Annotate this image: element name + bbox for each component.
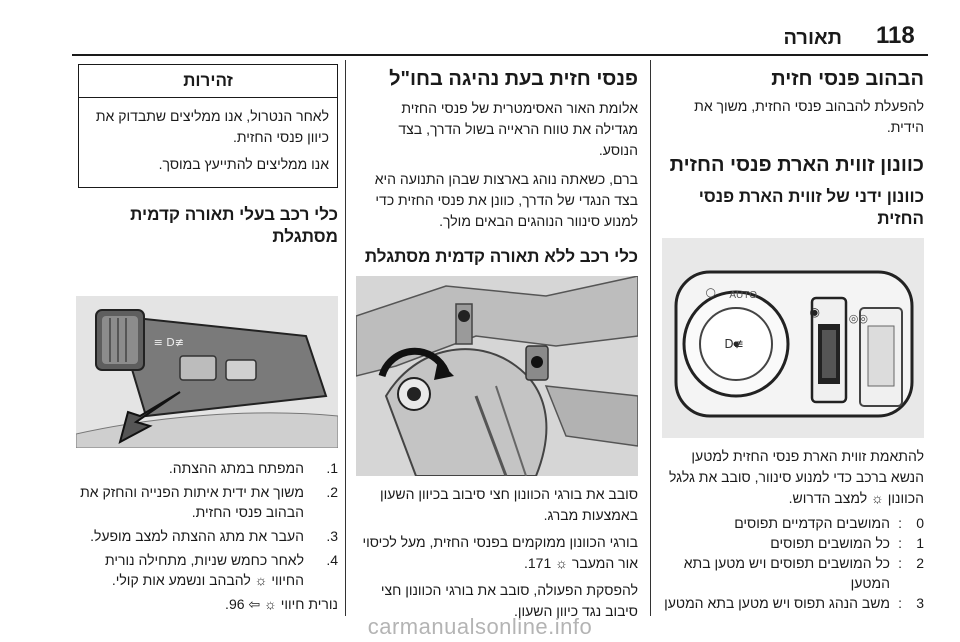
watermark: carmanualsonline.info xyxy=(367,614,593,639)
svg-text:AUTO: AUTO xyxy=(729,290,757,301)
heading-range: כוונון זווית הארת פנסי החזית xyxy=(669,154,924,176)
subheading-range: כוונון ידני של זווית הארת פנסי החזית xyxy=(698,187,924,228)
headlamp-screw-illustration xyxy=(356,276,638,476)
indicator-reference: נורית חיווי ☼ ⇦ 96. xyxy=(225,596,338,612)
paragraph-stop: להפסקת הפעולה, סובב את בורגי הכוונון חצי סיבוב נגד כיוון השעון. xyxy=(380,582,638,619)
caution-text-1: לאחר הנטרול, אנו ממליצים שתבדוק את כיוון פנסי החזית. xyxy=(95,108,329,145)
paragraph-adjust: ברם, כשאתה נוהג בארצות שבהן התנועה היא בצד הנגדי של הדרך, כוונן את פנסי החזית כדי למנוע סינוור הנוהגים הבאים מולך. xyxy=(374,171,638,229)
activation-steps xyxy=(76,458,338,590)
section-title: תאורה xyxy=(783,27,842,49)
header-rule xyxy=(72,54,928,56)
column-divider-right xyxy=(650,60,651,616)
column-divider-left xyxy=(345,60,346,616)
headlamp-screw-figure xyxy=(356,276,638,476)
load-positions-list xyxy=(662,513,924,613)
svg-text:≢D: ≢D xyxy=(724,337,744,351)
caution-text-2: אנו ממליצים להתייעץ במוסך. xyxy=(158,156,329,172)
light-switch-illustration xyxy=(662,238,924,438)
turn-signal-stalk-illustration xyxy=(76,296,338,448)
caution-box xyxy=(78,64,338,188)
list-item: 3 : משב הנהג תפוס ויש מטען בתא המטען xyxy=(664,595,924,611)
paragraph-beam: אלומת האור האסימטרית של פנסי החזית מגדילה את טווח הראייה בשול הדרך, בצד הנוסע. xyxy=(398,100,638,158)
svg-text:≢D ≡: ≢D ≡ xyxy=(153,336,184,349)
right-column xyxy=(662,66,924,613)
headlight-switch-figure xyxy=(662,238,924,438)
caution-title: זהירות xyxy=(79,65,337,98)
stalk-figure xyxy=(76,296,338,448)
list-item: 2. משוך את ידית איתות הפנייה והחזק את הבהוב פנסי החזית. xyxy=(80,484,338,520)
list-item: 3. העבר את מתג ההצתה למצב מופעל. xyxy=(90,528,338,544)
heading-no-adaptive: כלי רכב ללא תאורה קדמית מסתגלת xyxy=(364,247,638,266)
list-item: 4. לאחר כחמש שניות, מתחילה נורית החיווי ☼ להבהב ונשמע אות קולי. xyxy=(105,552,338,588)
paragraph-turn-screw: סובב את בורגי הכוונון חצי סיבוב בכיוון השעון באמצעות מברג. xyxy=(379,486,638,523)
list-item: 1. המפתח במתג ההצתה. xyxy=(168,460,338,476)
left-column xyxy=(76,64,338,615)
heading-adaptive: כלי רכב בעלי תאורה קדמית מסתגלת xyxy=(130,205,338,246)
svg-text:◉: ◉ xyxy=(809,305,820,319)
heading-abroad: פנסי חזית בעת נהיגה בחו"ל xyxy=(389,68,638,90)
paragraph-range: להתאמת זווית הארת פנסי החזית למטען הנשא ברכב כדי למנוע סינוור, סובב את גלגל הכוונון ☼ למצב הדרוש. xyxy=(669,448,924,506)
page-number: 118 xyxy=(876,22,915,49)
list-item: 2 : כל המושבים תפוסים ויש מטען בתא המטען xyxy=(683,555,924,591)
heading-flash: הבהוב פנסי חזית xyxy=(771,68,924,90)
list-item: 0 : המושבים הקדמיים תפוסים xyxy=(734,515,924,531)
middle-column xyxy=(356,66,638,622)
svg-text:◎◎: ◎◎ xyxy=(848,312,868,325)
paragraph-screw-location: בורגי הכוונון ממוקמים בפנסי החזית, מעל לכיסוי אור המעבר ☼ 171. xyxy=(362,534,638,571)
svg-text:○: ○ xyxy=(705,285,716,299)
paragraph-flash: להפעלת להבהוב פנסי החזית, משוך את הידית. xyxy=(694,98,924,135)
list-item: 1 : כל המושבים תפוסים xyxy=(770,535,924,551)
